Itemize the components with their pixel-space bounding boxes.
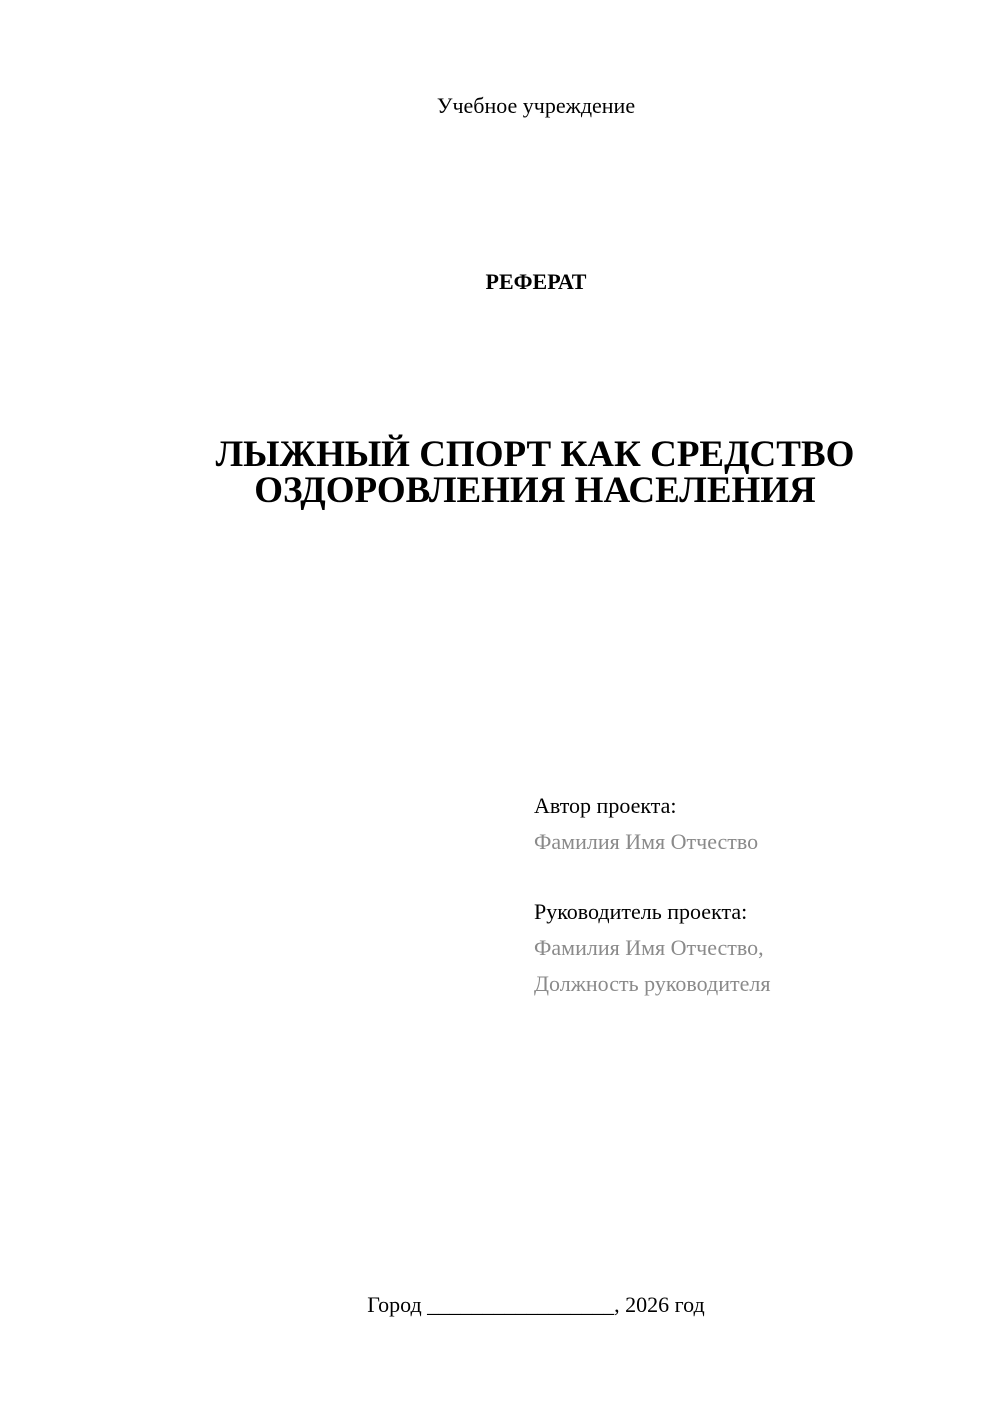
supervisor-position: Должность руководителя bbox=[534, 971, 771, 996]
institution-name: Учебное учреждение bbox=[436, 93, 636, 118]
title-line-2: ОЗДОРОВЛЕНИЯ НАСЕЛЕНИЯ bbox=[254, 470, 816, 511]
credits-block bbox=[534, 788, 974, 1002]
supervisor-name: Фамилия Имя Отчество, bbox=[534, 935, 764, 960]
author-label: Автор проекта: bbox=[534, 793, 677, 818]
title-line-1: ЛЫЖНЫЙ СПОРТ КАК СРЕДСТВО bbox=[215, 434, 855, 475]
supervisor-label: Руководитель проекта: bbox=[534, 899, 748, 924]
document-type: РЕФЕРАТ bbox=[485, 269, 587, 294]
author-name: Фамилия Имя Отчество bbox=[534, 829, 759, 854]
credits-spacer bbox=[534, 860, 974, 894]
document-title bbox=[0, 434, 1000, 511]
city-year: Город _________________, 2026 год bbox=[367, 1292, 705, 1317]
